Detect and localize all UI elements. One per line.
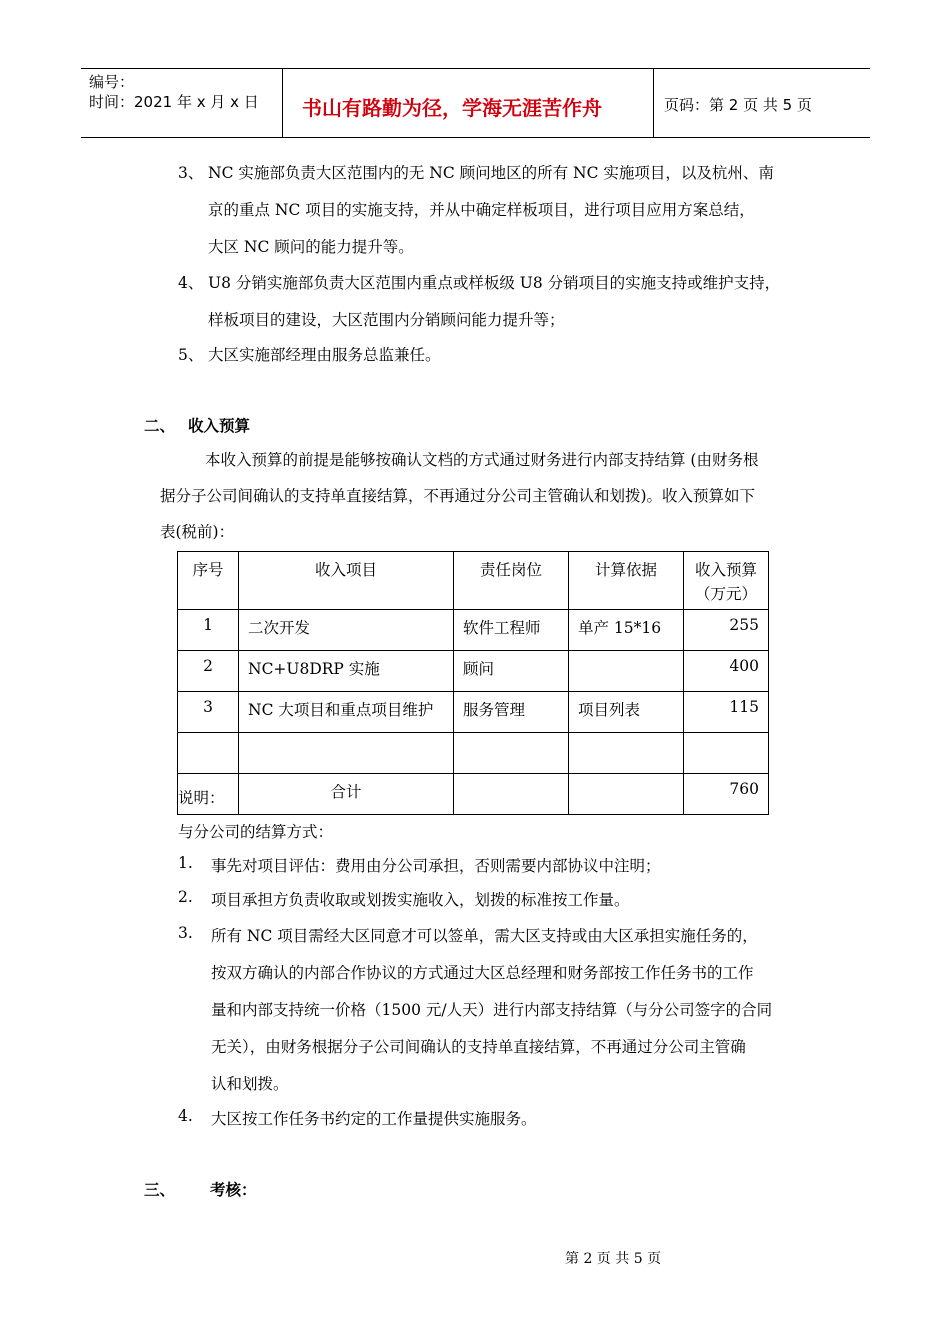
table-row bbox=[178, 692, 769, 733]
item-number: 5、 bbox=[178, 346, 204, 364]
note-number: 3. bbox=[178, 924, 193, 942]
note-line: 按双方确认的内部合作协议的方式通过大区总经理和财务部按工作任务书的工作 bbox=[211, 964, 754, 982]
table-cell bbox=[569, 774, 684, 815]
table-cell: 2 bbox=[178, 651, 239, 692]
table-cell: 3 bbox=[178, 692, 239, 733]
table-row bbox=[178, 651, 769, 692]
table-cell: 1 bbox=[178, 610, 239, 651]
table-cell bbox=[569, 651, 684, 692]
header-line: 收入预算 bbox=[694, 561, 757, 579]
note-line: 事先对项目评估：费用由分公司承担，否则需要内部协议中注明； bbox=[211, 857, 661, 875]
revenue-table bbox=[177, 551, 769, 815]
table-row bbox=[178, 610, 769, 651]
table-header-cell: 收入项目 bbox=[239, 552, 454, 610]
note-number: 2. bbox=[178, 888, 193, 906]
paragraph-line: 表(税前)： bbox=[160, 523, 235, 541]
table-cell bbox=[239, 733, 454, 774]
table-cell bbox=[684, 733, 769, 774]
item-line: 样板项目的建设，大区范围内分销顾问能力提升等； bbox=[208, 311, 565, 329]
table-cell: 255 bbox=[684, 610, 769, 651]
notes-subtitle: 与分公司的结算方式： bbox=[178, 823, 334, 841]
table-cell: NC 大项目和重点项目维护 bbox=[239, 692, 454, 733]
note-number: 1. bbox=[178, 854, 193, 872]
table-cell: 400 bbox=[684, 651, 769, 692]
table-cell: 单产 15*16 bbox=[569, 610, 684, 651]
section-title: 考核： bbox=[210, 1181, 257, 1199]
table-cell: 顾问 bbox=[454, 651, 569, 692]
header-divider bbox=[282, 69, 283, 137]
table-header-cell: 序号 bbox=[178, 552, 239, 610]
table-cell: 服务管理 bbox=[454, 692, 569, 733]
header-line: （万元） bbox=[694, 585, 757, 603]
table-cell bbox=[569, 733, 684, 774]
table-cell: 二次开发 bbox=[239, 610, 454, 651]
item-number: 4、 bbox=[178, 274, 204, 292]
table-total-value: 760 bbox=[684, 774, 769, 815]
table-cell bbox=[454, 774, 569, 815]
item-number: 3、 bbox=[178, 164, 204, 182]
page-footer: 第 2 页 共 5 页 bbox=[565, 1251, 662, 1267]
table-cell: 115 bbox=[684, 692, 769, 733]
section-title: 收入预算 bbox=[188, 417, 251, 435]
header-divider bbox=[653, 69, 654, 137]
note-number: 4. bbox=[178, 1107, 193, 1125]
note-line: 所有 NC 项目需经大区同意才可以签单，需大区支持或由大区承担实施任务的， bbox=[211, 927, 758, 945]
paragraph-line: 本收入预算的前提是能够按确认文档的方式通过财务进行内部支持结算 (由财务根 bbox=[205, 451, 759, 469]
note-line: 大区按工作任务书约定的工作量提供实施服务。 bbox=[211, 1110, 537, 1128]
table-total-row bbox=[178, 774, 769, 815]
table-cell: 软件工程师 bbox=[454, 610, 569, 651]
item-line: 京的重点 NC 项目的实施支持，并从中确定样板项目，进行项目应用方案总结， bbox=[208, 201, 755, 219]
table-header-cell: 计算依据 bbox=[569, 552, 684, 610]
item-line: NC 实施部负责大区范围内的无 NC 顾问地区的所有 NC 实施项目，以及杭州、南 bbox=[208, 164, 774, 182]
table-cell: NC+U8DRP 实施 bbox=[239, 651, 454, 692]
note-line: 认和划拨。 bbox=[211, 1075, 289, 1093]
item-line: 大区 NC 顾问的能力提升等。 bbox=[208, 238, 414, 256]
table-header-row bbox=[178, 552, 769, 610]
doc-date-label: 时间：2021 年 x 月 x 日 bbox=[89, 93, 259, 111]
doc-number-label: 编号： bbox=[89, 73, 135, 91]
header-motto: 书山有路勤为径，学海无涯苦作舟 bbox=[302, 96, 602, 120]
table-total-label: 合计 bbox=[239, 774, 454, 815]
table-cell bbox=[178, 733, 239, 774]
note-line: 无关），由财务根据分子公司间确认的支持单直接结算，不再通过分公司主管确 bbox=[211, 1038, 746, 1056]
page-number-label: 页码：第 2 页 共 5 页 bbox=[664, 96, 812, 114]
item-line: 大区实施部经理由服务总监兼任。 bbox=[208, 346, 441, 364]
item-line: U8 分销实施部负责大区范围内重点或样板级 U8 分销项目的实施支持或维护支持， bbox=[208, 274, 781, 292]
table-header-cell bbox=[684, 552, 769, 610]
section-number: 三、 bbox=[144, 1181, 176, 1199]
table-cell: 项目列表 bbox=[569, 692, 684, 733]
table-row bbox=[178, 733, 769, 774]
note-line: 项目承担方负责收取或划拨实施收入，划拨的标准按工作量。 bbox=[211, 891, 630, 909]
notes-label: 说明： bbox=[178, 789, 225, 807]
paragraph-line: 据分子公司间确认的支持单直接结算，不再通过分公司主管确认和划拨)。收入预算如下 bbox=[160, 487, 756, 505]
table-header-cell: 责任岗位 bbox=[454, 552, 569, 610]
note-line: 量和内部支持统一价格（1500 元/人天）进行内部支持结算（与分公司签字的合同 bbox=[211, 1001, 773, 1019]
table-cell bbox=[454, 733, 569, 774]
section-number: 二、 bbox=[144, 417, 176, 435]
